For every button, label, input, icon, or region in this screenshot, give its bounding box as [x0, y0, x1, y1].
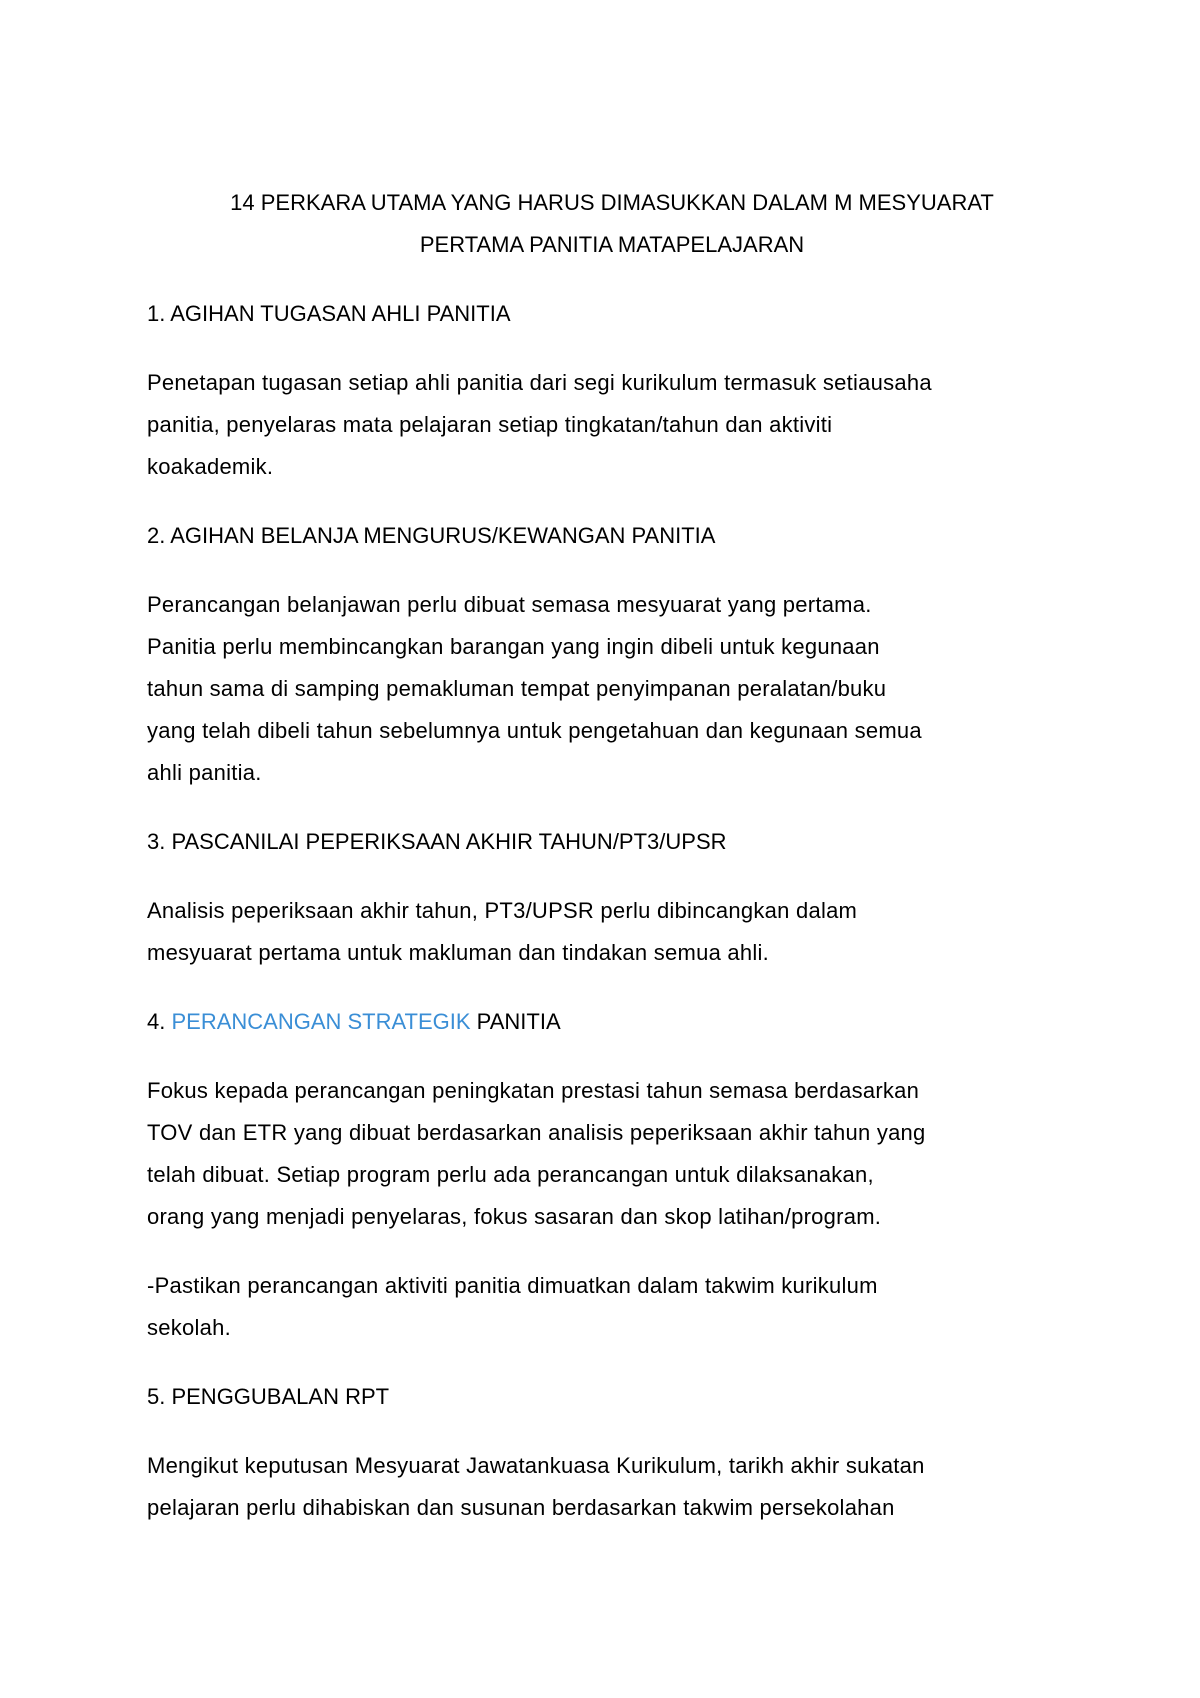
title-line-2: PERTAMA PANITIA MATAPELAJARAN — [419, 232, 805, 257]
paragraph-line: panitia, penyelaras mata pelajaran setiap tingkatan/tahun dan aktiviti — [147, 412, 833, 437]
section-4-heading — [147, 1001, 1077, 1043]
paragraph-line: sekolah. — [147, 1315, 231, 1340]
paragraph-line: Panitia perlu membincangkan barangan yang ingin dibeli untuk kegunaan — [147, 634, 880, 659]
paragraph-line: koakademik. — [147, 454, 274, 479]
paragraph-line: orang yang menjadi penyelaras, fokus sasaran dan skop latihan/program. — [147, 1204, 882, 1229]
paragraph-line: Fokus kepada perancangan peningkatan prestasi tahun semasa berdasarkan — [147, 1078, 920, 1103]
section-2-heading: 2. AGIHAN BELANJA MENGURUS/KEWANGAN PANITIA — [147, 523, 716, 548]
document-title — [117, 182, 1107, 266]
paragraph-line: ahli panitia. — [147, 760, 262, 785]
section-3-paragraph — [147, 890, 1077, 974]
section-1-paragraph — [147, 362, 1077, 488]
section-5-heading: 5. PENGGUBALAN RPT — [147, 1384, 390, 1409]
paragraph-line: -Pastikan perancangan aktiviti panitia dimuatkan dalam takwim kurikulum — [147, 1273, 878, 1298]
section-3-heading: 3. PASCANILAI PEPERIKSAAN AKHIR TAHUN/PT3/UPSR — [147, 829, 727, 854]
section-1-heading: 1. AGIHAN TUGASAN AHLI PANITIA — [147, 301, 511, 326]
paragraph-line: Mengikut keputusan Mesyuarat Jawatankuasa Kurikulum, tarikh akhir sukatan — [147, 1453, 925, 1478]
paragraph-line: TOV dan ETR yang dibuat berdasarkan analisis peperiksaan akhir tahun yang — [147, 1120, 926, 1145]
document-content — [147, 182, 1077, 1529]
section-4-paragraph-1 — [147, 1070, 1077, 1238]
heading-prefix: 4. — [147, 1009, 172, 1034]
paragraph-line: tahun sama di samping pemakluman tempat penyimpanan peralatan/buku — [147, 676, 887, 701]
paragraph-line: telah dibuat. Setiap program perlu ada perancangan untuk dilaksanakan, — [147, 1162, 874, 1187]
section-2-paragraph — [147, 584, 1077, 794]
section-5-paragraph — [147, 1445, 1077, 1529]
paragraph-line: Analisis peperiksaan akhir tahun, PT3/UPSR perlu dibincangkan dalam — [147, 898, 858, 923]
title-line-1: 14 PERKARA UTAMA YANG HARUS DIMASUKKAN DALAM M MESYUARAT — [230, 190, 994, 215]
paragraph-line: pelajaran perlu dihabiskan dan susunan berdasarkan takwim persekolahan — [147, 1495, 895, 1520]
heading-suffix: PANITIA — [470, 1009, 561, 1034]
paragraph-line: Perancangan belanjawan perlu dibuat semasa mesyuarat yang pertama. — [147, 592, 872, 617]
paragraph-line: yang telah dibeli tahun sebelumnya untuk pengetahuan dan kegunaan semua — [147, 718, 922, 743]
strategic-planning-link[interactable]: PERANCANGAN STRATEGIK — [171, 1009, 471, 1034]
paragraph-line: Penetapan tugasan setiap ahli panitia dari segi kurikulum termasuk setiausaha — [147, 370, 932, 395]
section-4-paragraph-2 — [147, 1265, 1077, 1349]
paragraph-line: mesyuarat pertama untuk makluman dan tindakan semua ahli. — [147, 940, 770, 965]
